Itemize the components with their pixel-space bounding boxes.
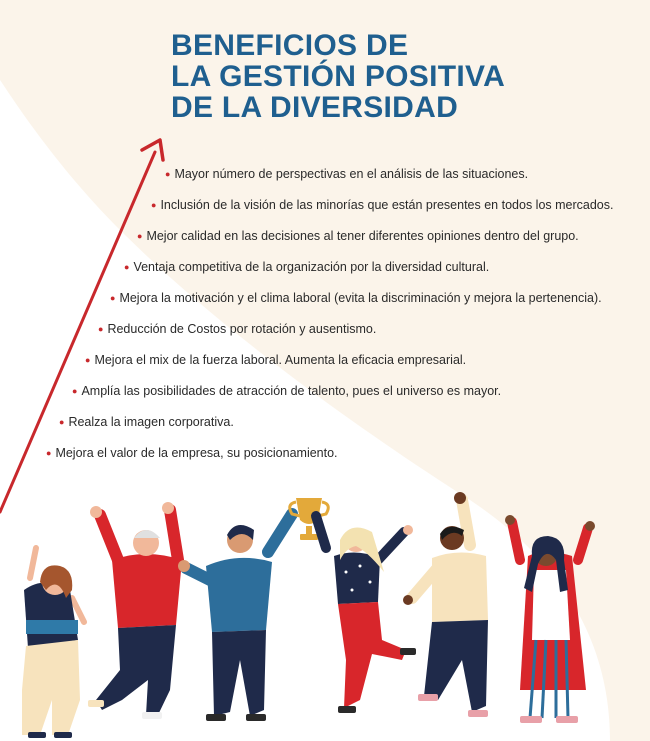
benefit-text: Inclusión de la visión de las minorías que están presentes en todos los mercados. [160, 198, 614, 212]
bullet-icon: ● [137, 231, 143, 241]
person-5 [403, 492, 488, 717]
person-3 [178, 514, 292, 721]
benefit-text: Mejora la motivación y el clima laboral (evita la discriminación y mejora la pertenencia). [119, 291, 602, 305]
benefit-text: Reducción de Costos por rotación y ausentismo. [107, 322, 377, 336]
title-line-3: DE LA DIVERSIDAD [171, 91, 459, 124]
benefit-text: Mejor calidad en las decisiones al tener diferentes opiniones dentro del grupo. [146, 229, 579, 243]
bullet-icon: ● [85, 355, 91, 365]
bullet-icon: ● [59, 417, 65, 427]
bullet-icon: ● [98, 324, 104, 334]
title-line-2: LA GESTIÓN POSITIVA [171, 60, 506, 93]
person-2 [88, 502, 182, 719]
title-line-1: BENEFICIOS DE [171, 29, 409, 62]
bullet-icon: ● [151, 200, 157, 210]
person-4 [316, 516, 416, 713]
bullet-icon: ● [165, 169, 171, 179]
benefit-text: Mejora el valor de la empresa, su posicionamiento. [55, 446, 338, 460]
person-6 [505, 515, 595, 723]
benefit-text: Mayor número de perspectivas en el análisis de las situaciones. [174, 167, 529, 181]
benefit-text: Realza la imagen corporativa. [68, 415, 234, 429]
benefit-text: Ventaja competitiva de la organización por la diversidad cultural. [133, 260, 490, 274]
bullet-icon: ● [110, 293, 116, 303]
bullet-icon: ● [46, 448, 52, 458]
bullet-icon: ● [72, 386, 78, 396]
benefit-text: Mejora el mix de la fuerza laboral. Aumenta la eficacia empresarial. [94, 353, 467, 367]
benefit-text: Amplía las posibilidades de atracción de talento, pues el universo es mayor. [81, 384, 502, 398]
bullet-icon: ● [124, 262, 130, 272]
person-1 [22, 548, 84, 738]
